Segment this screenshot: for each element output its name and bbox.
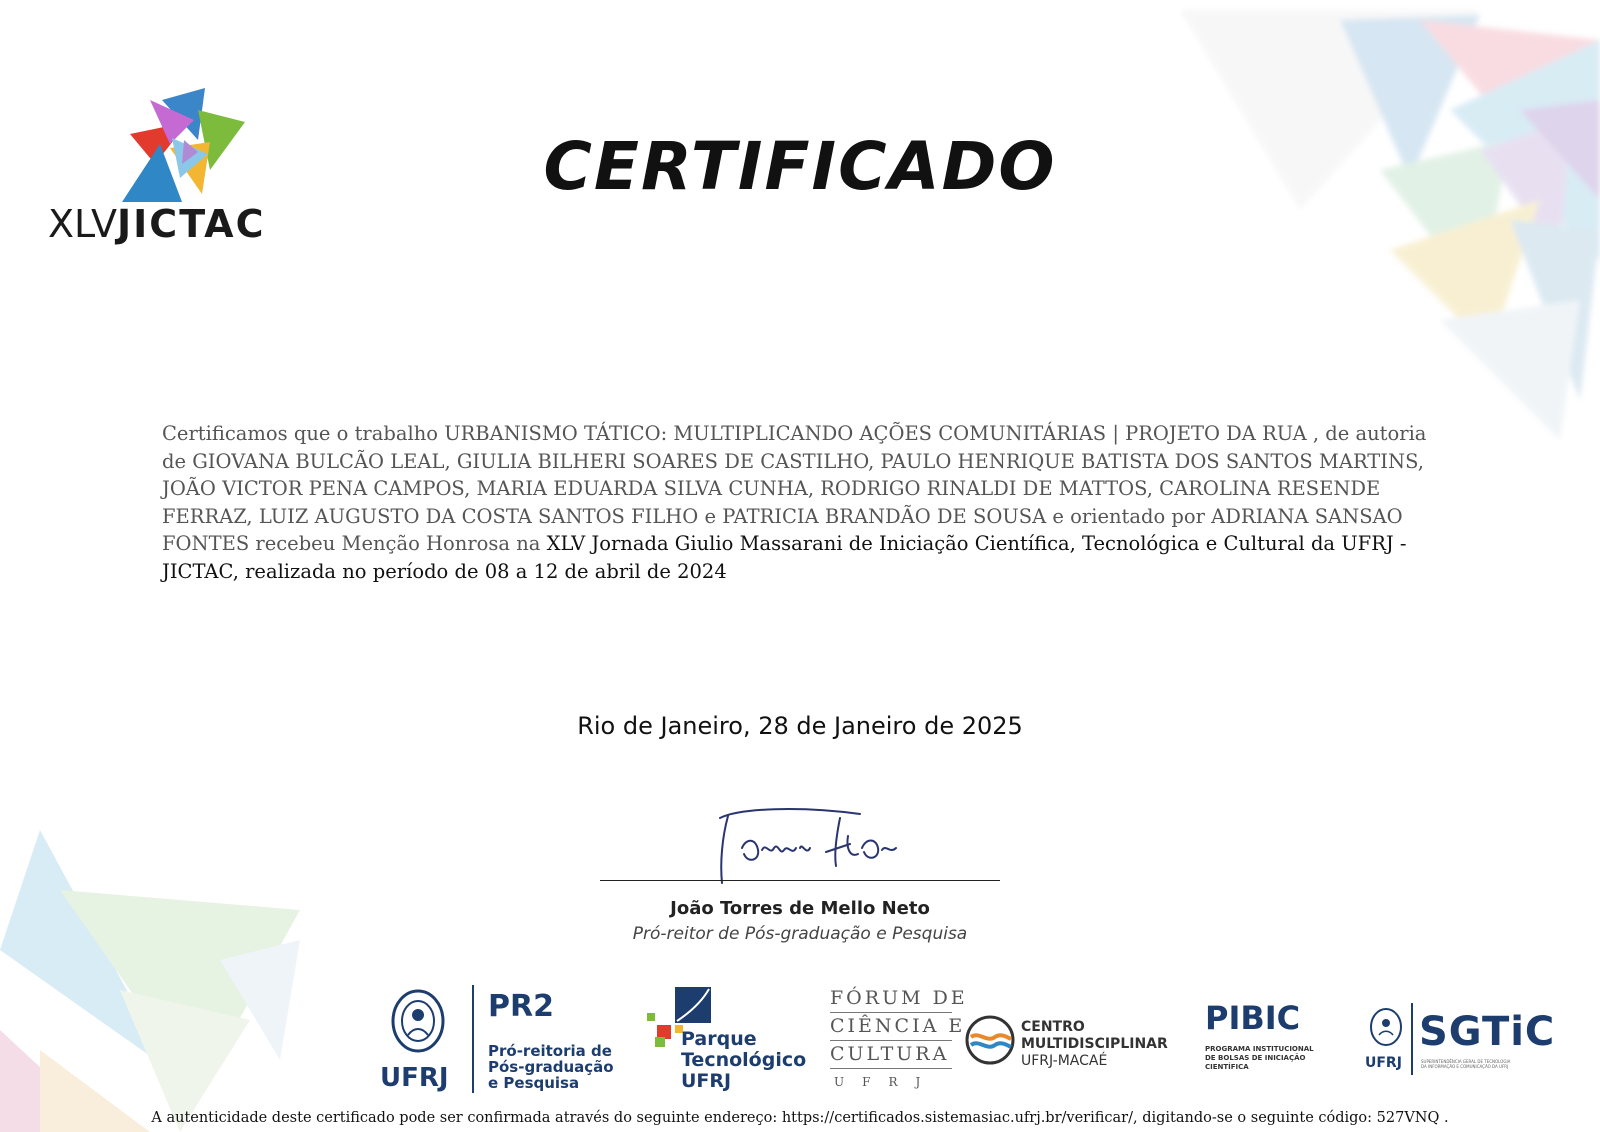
centro-wave-icon bbox=[965, 1015, 1015, 1065]
pr2-line-1: Pró-reitoria de bbox=[488, 1042, 612, 1060]
logo-name: JICTAC bbox=[117, 202, 266, 246]
parque-line-3: UFRJ bbox=[681, 1070, 732, 1092]
sgtic-ufrj-label: UFRJ bbox=[1365, 1055, 1402, 1071]
forum-line-1: FÓRUM DE bbox=[830, 987, 968, 1009]
ufrj-pr2-logo bbox=[380, 985, 630, 1100]
signature-block bbox=[590, 808, 1010, 958]
pibic-line-2: DE BOLSAS DE INICIAÇÃO bbox=[1205, 1054, 1306, 1062]
signer-role: Pró-reitor de Pós-graduação e Pesquisa bbox=[632, 924, 968, 944]
pr2-line-2: Pós-graduação bbox=[488, 1058, 614, 1076]
ufrj-seal-small-icon bbox=[1369, 1007, 1403, 1051]
centro-line-3: UFRJ-MACAÉ bbox=[1021, 1053, 1108, 1069]
forum-divider-h2 bbox=[830, 1040, 952, 1041]
signature-line bbox=[600, 880, 1000, 881]
pibic-title: PIBIC bbox=[1205, 999, 1301, 1037]
pibic-line-1: PROGRAMA INSTITUCIONAL bbox=[1205, 1045, 1314, 1053]
forum-line-2: CIÊNCIA E bbox=[830, 1015, 966, 1037]
decorative-triangles-top-right bbox=[1180, 0, 1600, 440]
certificate-title: CERTIFICADO bbox=[543, 128, 1057, 205]
forum-line-3: CULTURA bbox=[830, 1043, 950, 1065]
handwritten-signature bbox=[650, 808, 930, 888]
forum-line-4: UFRJ bbox=[834, 1075, 939, 1089]
decorative-triangles-bottom-left bbox=[0, 830, 380, 1132]
pr2-title: PR2 bbox=[488, 989, 554, 1024]
signer-name: João Torres de Mello Neto bbox=[670, 898, 930, 919]
ufrj-seal-icon bbox=[390, 989, 446, 1059]
centro-multidisciplinar-logo bbox=[965, 985, 1190, 1100]
forum-divider-h1 bbox=[830, 1012, 952, 1013]
parque-line-2: Tecnológico bbox=[681, 1049, 807, 1071]
pr2-line-3: e Pesquisa bbox=[488, 1074, 580, 1092]
body-part-2: XLV Jornada Giulio Massarani de Iniciação Científica, Tecnológica e Cultural da UFRJ - JICTAC, realizada no período de 08 a 12 de abril de 2024 bbox=[162, 532, 1407, 583]
authenticity-footer: A autenticidade deste certificado pode ser confirmada através do seguinte endereço: https://certificados.sistemasiac.ufrj.br/verificar/, digitando-se o seguinte código: 527VNQ . bbox=[151, 1110, 1449, 1126]
pibic-logo bbox=[1205, 985, 1355, 1100]
sgtic-line-2: DA INFORMAÇÃO E COMUNICAÇÃO DA UFRJ bbox=[1421, 1064, 1509, 1069]
centro-line-1: CENTRO bbox=[1021, 1019, 1085, 1035]
partner-logos bbox=[380, 985, 1580, 1100]
sgtic-line-1: SUPERINTENDÊNCIA GERAL DE TECNOLOGIA bbox=[1421, 1059, 1511, 1064]
parque-line-1: Parque bbox=[681, 1028, 757, 1050]
sgtic-divider bbox=[1411, 1003, 1413, 1075]
jictac-logo-text bbox=[48, 202, 265, 246]
logo-prefix: XLV bbox=[48, 202, 118, 246]
centro-line-2: MULTIDISCIPLINAR bbox=[1021, 1036, 1168, 1052]
sgtic-title: SGTiC bbox=[1419, 1009, 1556, 1055]
parque-tecnologico-logo bbox=[645, 985, 805, 1100]
certificate-body bbox=[162, 420, 1452, 585]
pr2-divider bbox=[472, 985, 474, 1093]
forum-ciencia-cultura-logo bbox=[830, 985, 968, 1100]
forum-divider-h3 bbox=[830, 1068, 952, 1069]
pibic-line-3: CIENTÍFICA bbox=[1205, 1063, 1249, 1071]
sgtic-logo bbox=[1365, 985, 1570, 1100]
body-part-1: Certificamos que o trabalho URBANISMO TÁTICO: MULTIPLICANDO AÇÕES COMUNITÁRIAS | PROJETO DA RUA , de autoria de GIOVANA BULCÃO LEAL, GIULIA BILHERI SOARES DE CASTILHO, PAULO HENRIQUE BATISTA DOS SANTOS MARTINS, JOÃO VICTOR PENA CAMPOS, MARIA EDUARDA SILVA CUNHA, RODRIGO RINALDI DE MATTOS, CAROLINA RESENDE FERRAZ, LUIZ AUGUSTO DA COSTA SANTOS FILHO e PATRICIA BRANDÃO DE SOUSA e orientado por ADRIANA SANSAO FONTES recebeu Menção Honrosa na bbox=[162, 422, 1427, 555]
ufrj-label: UFRJ bbox=[380, 1063, 449, 1093]
issue-date: Rio de Janeiro, 28 de Janeiro de 2025 bbox=[577, 712, 1023, 740]
